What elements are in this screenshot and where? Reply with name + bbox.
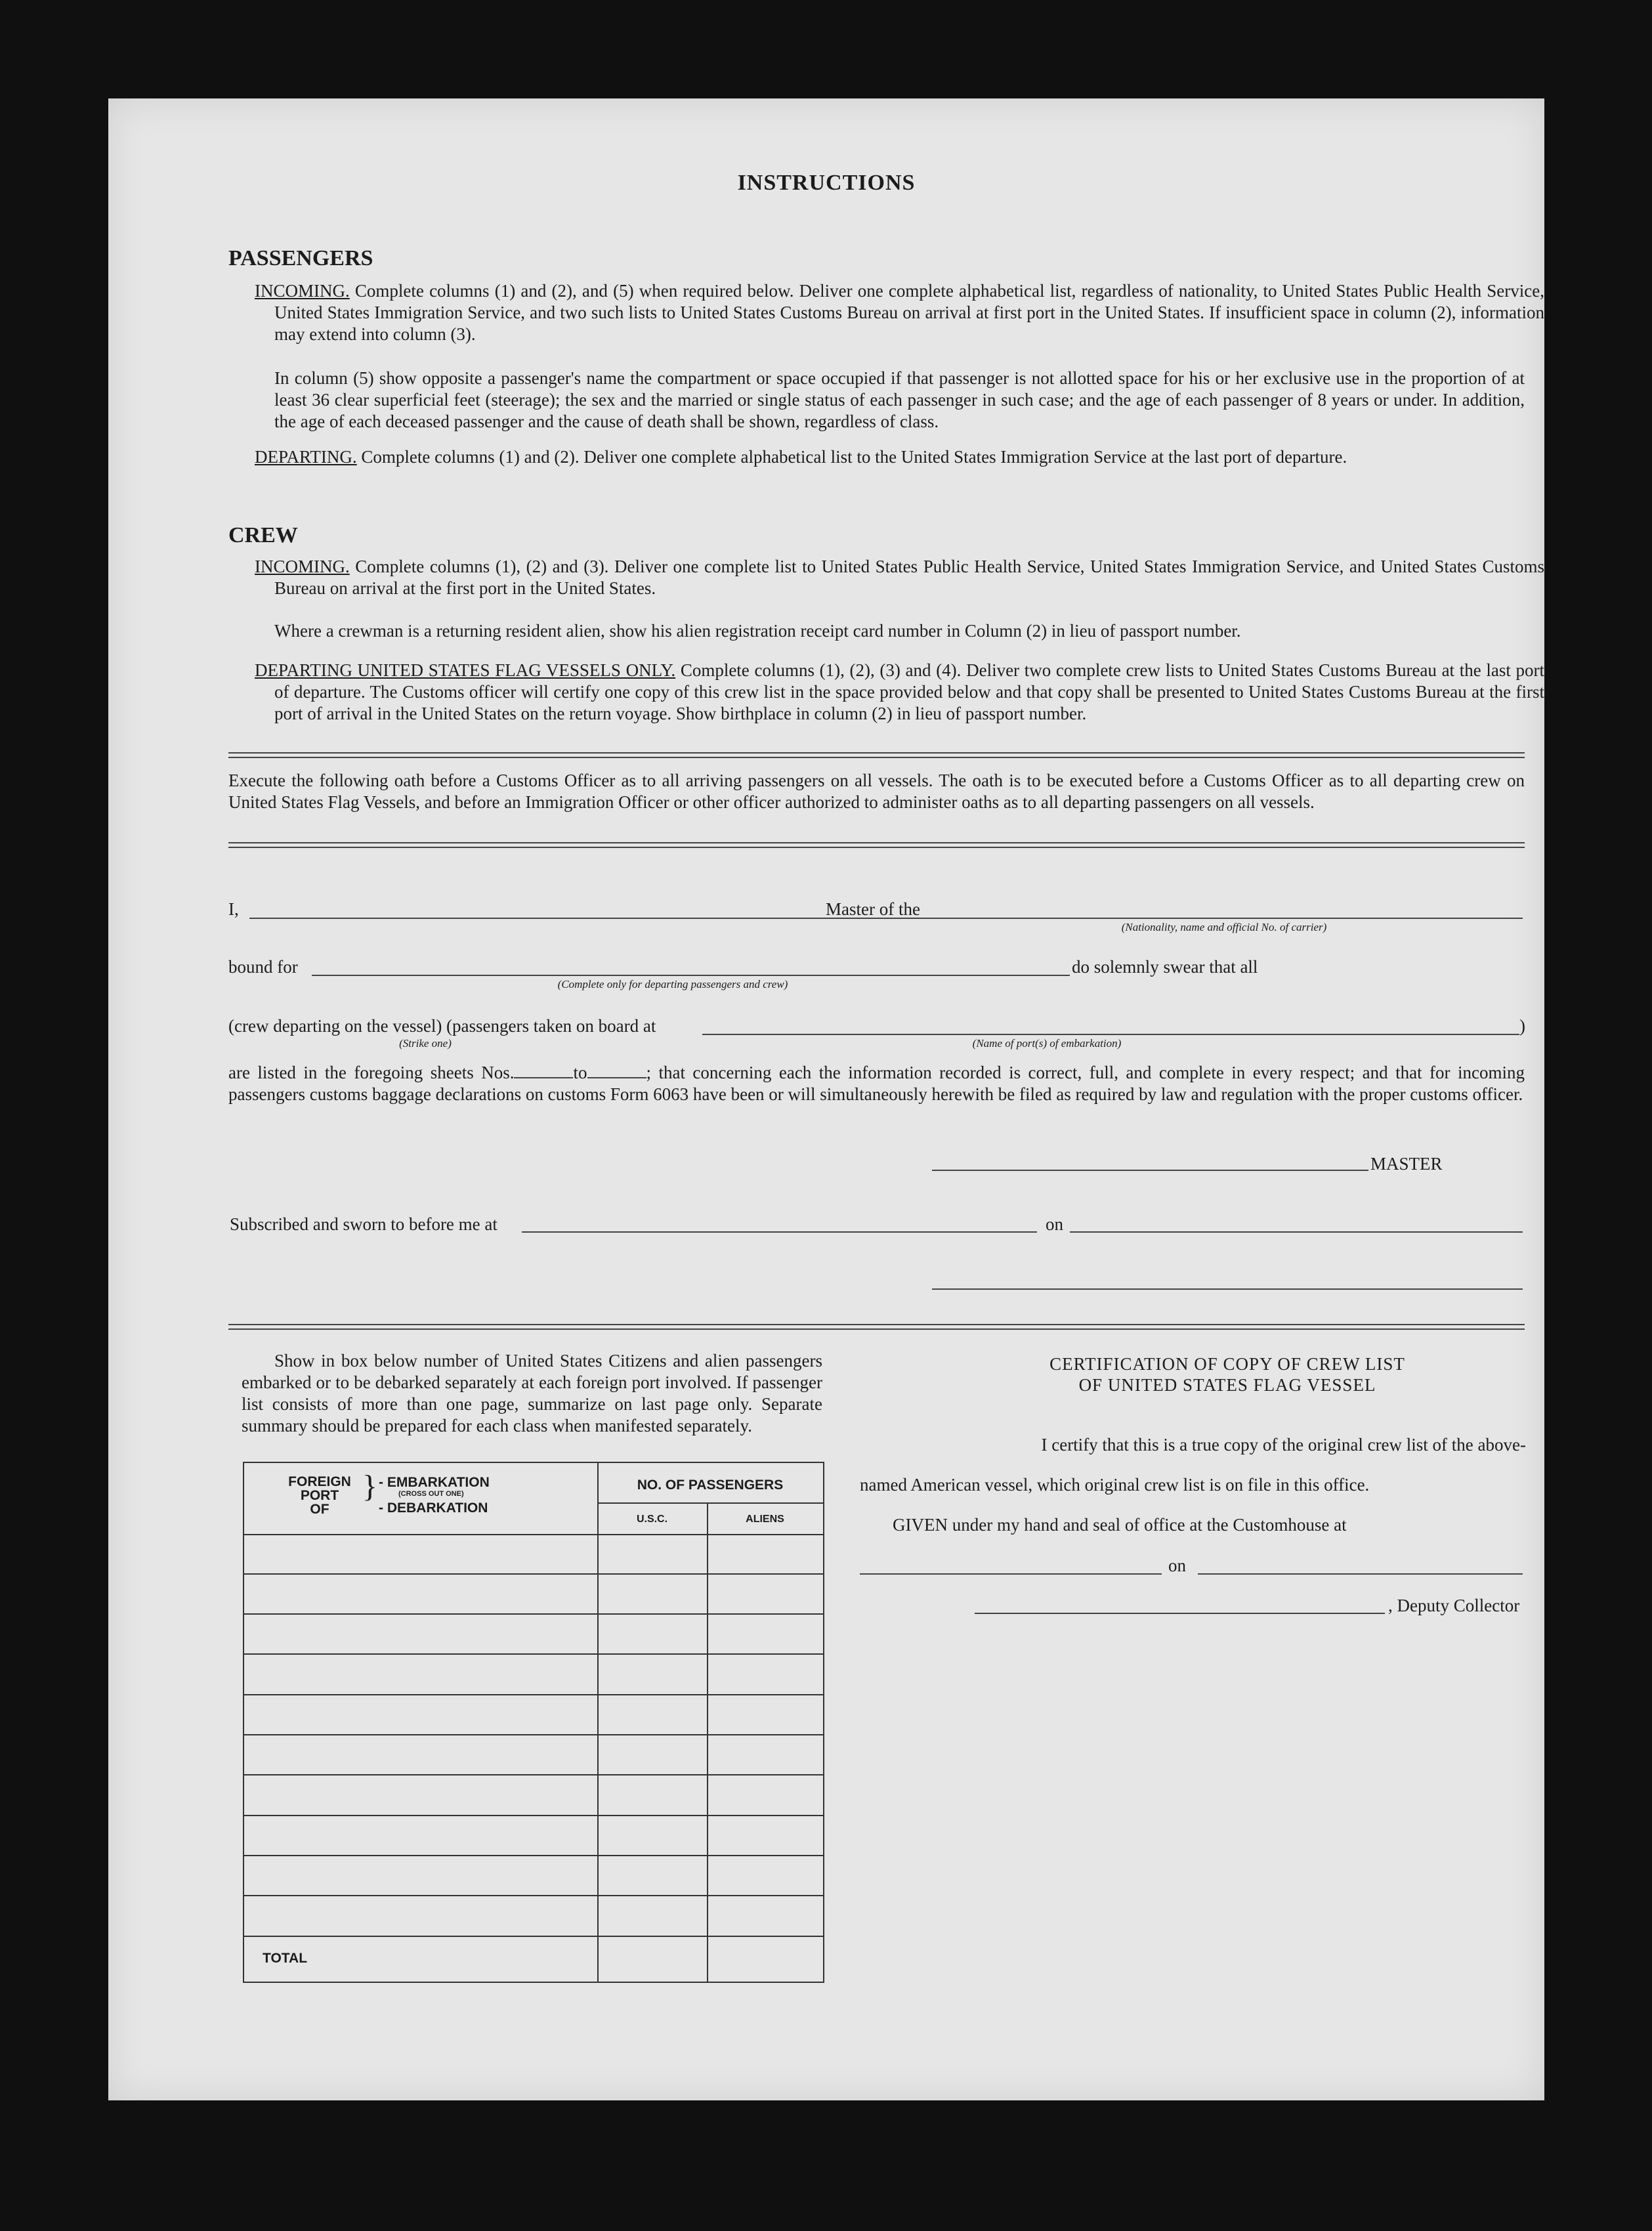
passengers-departing-paragraph	[255, 446, 1544, 468]
passengers-incoming-text: Complete columns (1) and (2), and (5) when required below. Deliver one complete alphabetical list, regardless of nationality, to United States Public Health Service, United States Immigration Service, and two such lists to United States Customs Bureau on arrival at first port in the United States. If insufficient space in column (2), information may extend into column (3).	[274, 281, 1545, 344]
passengers-heading: PASSENGERS	[228, 246, 373, 270]
page-title: INSTRUCTIONS	[737, 171, 916, 195]
crew-heading: CREW	[228, 523, 298, 547]
master-label: MASTER	[1370, 1154, 1443, 1174]
given-line: GIVEN under my hand and seal of office at the Customhouse at	[893, 1515, 1347, 1535]
passenger-summary-table	[243, 1462, 824, 1983]
divider	[228, 752, 1525, 758]
bound-for-label: bound for	[228, 957, 298, 977]
crew-incoming-paragraph	[255, 556, 1544, 599]
carrier-caption: (Nationality, name and official No. of carrier)	[1121, 921, 1327, 933]
swear-label: do solemnly swear that all	[1072, 957, 1258, 977]
crew-returning-paragraph: Where a crewman is a returning resident alien, show his alien registration receipt card number in Column (2) in lieu of passport number.	[274, 621, 1241, 641]
cert-on-label: on	[1168, 1556, 1186, 1575]
embarkation-port-field[interactable]	[702, 1034, 1519, 1035]
subscribed-label: Subscribed and sworn to before me at	[230, 1214, 498, 1234]
subscribed-on-label: on	[1046, 1214, 1063, 1234]
brace-mark: }	[362, 1469, 378, 1504]
sheets-from-field[interactable]	[514, 1063, 573, 1078]
crew-departing-option[interactable]: (crew departing on the vessel)	[228, 1016, 442, 1036]
cross-out-note: (CROSS OUT ONE)	[398, 1490, 464, 1498]
sheets-text: ; that concerning each the information recorded is correct, full, and complete in every respect; and that for incoming passengers customs baggage declarations on customs Form 6063 have been or will simultaneously herewith be filed as required by law and regulation with the proper customs officer.	[228, 1063, 1525, 1104]
crew-incoming-text: Complete columns (1), (2) and (3). Deliver one complete list to United States Public Health Service, United States Immigration Service, and United States Customs Bureau on arrival at the first port in the United States.	[274, 557, 1544, 598]
master-signature-field[interactable]	[932, 1170, 1368, 1171]
crew-departing-paragraph	[255, 660, 1544, 725]
master-of-label: Master of the	[826, 899, 920, 919]
total-label: TOTAL	[263, 1951, 308, 1966]
deputy-signature-field[interactable]	[975, 1613, 1385, 1614]
cert-date-field[interactable]	[1198, 1573, 1523, 1575]
sheets-paragraph	[228, 1062, 1525, 1105]
passengers-taken-option[interactable]: (passengers taken on board at	[446, 1016, 656, 1036]
crew-departing-text: Complete columns (1), (2), (3) and (4). Deliver two complete crew lists to United States Customs Bureau at the last port of departure. The Customs officer will certify one copy of this crew list in the space provided below and that copy shall be presented to United States Customs Bureau at the first port of arrival in the United States on the return voyage. Show birthplace in column (2) in lieu of passport number.	[274, 660, 1545, 723]
certification-title-line1: CERTIFICATION OF COPY OF CREW LIST	[1049, 1354, 1405, 1374]
passengers-incoming-label: INCOMING.	[255, 281, 350, 301]
passengers-incoming-paragraph	[255, 280, 1544, 345]
aliens-header: ALIENS	[746, 1514, 784, 1525]
divider	[228, 842, 1525, 848]
embarkation-option[interactable]: - EMBARKATION	[379, 1475, 490, 1490]
certify-line1: I certify that this is a true copy of the original crew list of the above-	[1041, 1435, 1526, 1455]
carrier-field[interactable]	[932, 918, 1523, 919]
close-paren: )	[1519, 1016, 1525, 1036]
passengers-column5-paragraph: In column (5) show opposite a passenger's name the compartment or space occupied if that passenger is not allotted space for his or her exclusive use in the proportion of at least 36 clear superficial feet (steerage); the sex and the married or single status of each passenger in such case; and the age of each passenger of 8 years or under. In addition, the age of each deceased passenger and the cause of death shall be shown, regardless of class.	[274, 368, 1525, 431]
usc-header: U.S.C.	[636, 1514, 668, 1525]
sheets-to-field[interactable]	[587, 1063, 646, 1078]
certification-title-line2: OF UNITED STATES FLAG VESSEL	[1078, 1375, 1376, 1395]
crew-incoming-label: INCOMING.	[255, 557, 350, 576]
bound-for-field[interactable]	[312, 975, 1070, 976]
customhouse-field[interactable]	[860, 1573, 1162, 1575]
subscribed-date-field[interactable]	[1070, 1231, 1523, 1233]
certification-title	[932, 1353, 1523, 1395]
divider	[228, 1324, 1525, 1330]
officer-signature-field[interactable]	[932, 1288, 1523, 1290]
subscribed-place-field[interactable]	[522, 1231, 1037, 1233]
debarkation-option[interactable]: - DEBARKATION	[379, 1500, 488, 1516]
sheets-to: to	[573, 1063, 587, 1082]
no-passengers-header: NO. OF PASSENGERS	[637, 1477, 784, 1493]
oath-i-label: I,	[228, 899, 239, 919]
foreign-port-header: FOREIGN PORT OF	[288, 1474, 351, 1517]
form-page	[108, 98, 1544, 2100]
deputy-label: , Deputy Collector	[1388, 1596, 1520, 1615]
bound-caption: (Complete only for departing passengers and crew)	[557, 978, 788, 990]
summary-instructions: Show in box below number of United States Citizens and alien passengers embarked or to be debarked separately at each foreign port involved. If passenger list consists of more than one page, summarize on last page only. Separate summary should be prepared for each class when manifested separately.	[242, 1351, 822, 1435]
certify-line2: named American vessel, which original crew list is on file in this office.	[860, 1475, 1370, 1495]
strike-caption: (Strike one)	[399, 1037, 452, 1050]
port-caption: (Name of port(s) of embarkation)	[972, 1037, 1122, 1050]
crew-departing-label: DEPARTING UNITED STATES FLAG VESSELS ONLY.	[255, 660, 676, 680]
sheets-prefix: are listed in the foregoing sheets Nos.	[228, 1063, 515, 1082]
oath-intro: Execute the following oath before a Customs Officer as to all arriving passengers on all vessels. The oath is to be executed before a Customs Officer as to all departing crew on United States Flag Vessels, and before an Immigration Officer or other officer authorized to administer oaths as to all departing passengers on all vessels.	[228, 771, 1525, 812]
passengers-departing-text: Complete columns (1) and (2). Deliver one complete alphabetical list to the United States Immigration Service at the last port of departure.	[361, 447, 1347, 467]
passengers-departing-label: DEPARTING.	[255, 447, 357, 467]
